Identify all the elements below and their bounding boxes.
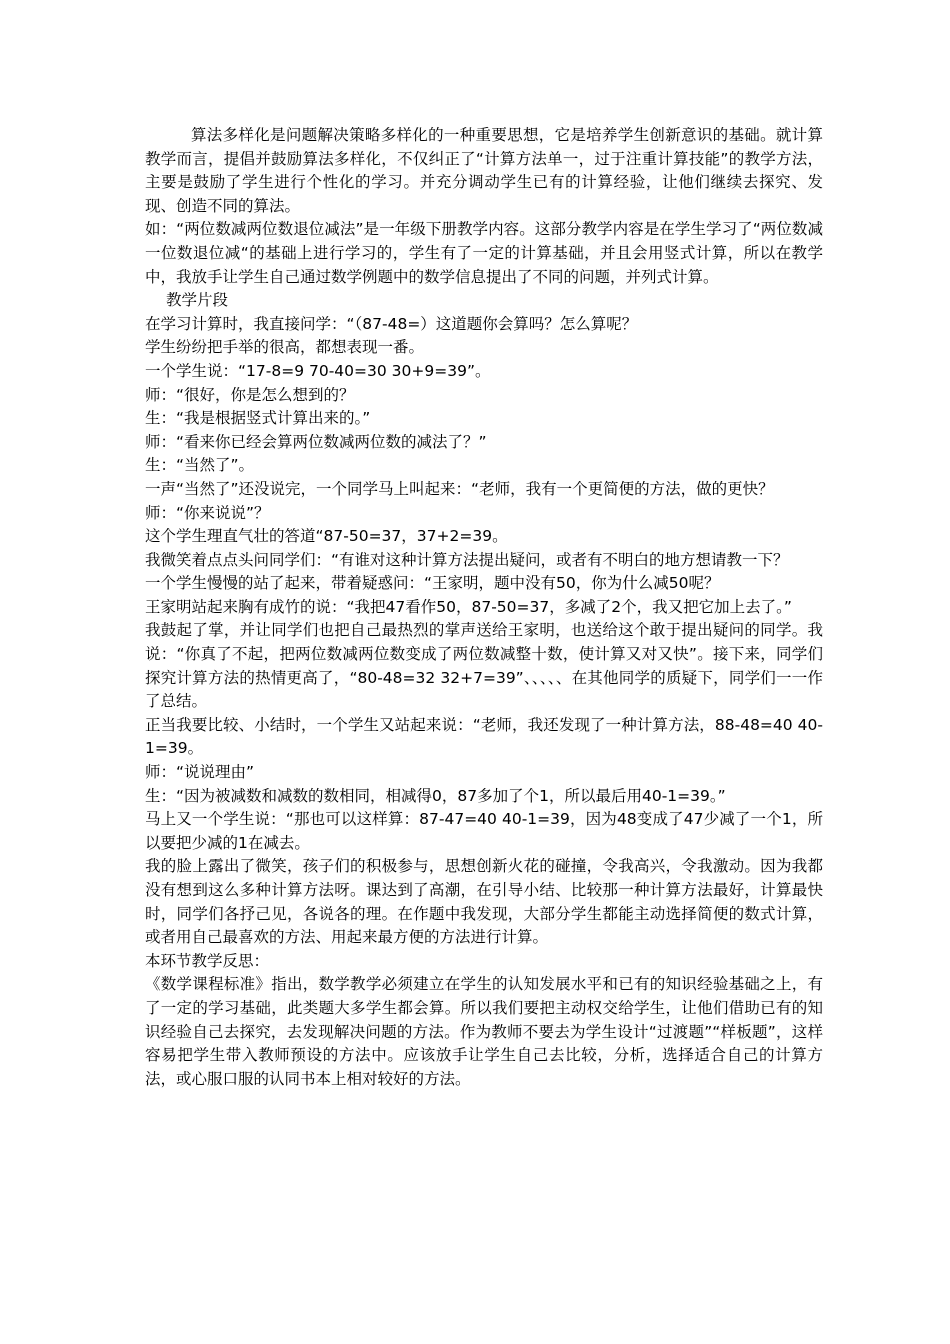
dialogue-line: 正当我要比较、小结时，一个学生又站起来说：“老师，我还发现了一种计算方法，88-48=40 40-1=39。 xyxy=(145,715,823,758)
dialogue-line: 一个学生慢慢的站了起来，带着疑惑问：“王家明，题中没有50，你为什么减50呢？ xyxy=(145,574,720,593)
narrative-paragraph: 我的脸上露出了微笑，孩子们的积极参与，思想创新火花的碰撞，令我高兴，令我激动。因为我都没有想到这么多种计算方法呀。课达到了高潮，在引导小结、比较那一种计算方法最好，计算最快时，同学们各抒己见，各说各的理。在作题中我发现，大部分学生都能主动选择简便的数式计算，或者用自己最喜欢的方法、用起来最方便的方法进行计算。 xyxy=(145,857,823,947)
example-paragraph: 如：“两位数减两位数退位减法”是一年级下册教学内容。这部分教学内容是在学生学习了“两位数减一位数退位减“的基础上进行学习的，学生有了一定的计算基础，并且会用竖式计算，所以在教学中，我放手让学生自己通过数学例题中的数学信息提出了不同的问题，并列式计算。 xyxy=(145,220,823,286)
dialogue-line: 在学习计算时，我直接问学：“（87-48=）这道题你会算吗？怎么算呢？ xyxy=(145,314,638,333)
dialogue-line: 这个学生理直气壮的答道“87-50=37，37+2=39。 xyxy=(145,527,508,546)
narrative-paragraph: 我鼓起了掌，并让同学们也把自己最热烈的掌声送给王家明，也送给这个敢于提出疑问的同学。我说：“你真了不起，把两位数减两位数变成了两位数减整十数，使计算又对又快”。接下来，同学们探究计算方法的热情更高了，“80-48=32 32+7=39”、、、、、在其他同学的质疑下，同学们一一作了总结。 xyxy=(145,621,823,711)
dialogue-line: 师：“很好，你是怎么想到的？ xyxy=(145,385,355,404)
dialogue-line: 师：“你来说说”？ xyxy=(145,503,270,522)
dialogue-line: 师：“看来你已经会算两位数减两位数的减法了？” xyxy=(145,432,487,451)
intro-paragraph: 算法多样化是问题解决策略多样化的一种重要思想，它是培养学生创新意识的基础。就计算教学而言，提倡并鼓励算法多样化，不仅纠正了“计算方法单一，过于注重计算技能”的教学方法，主要是鼓励了学生进行个性化的学习。并充分调动学生已有的计算经验，让他们继续去探究、发现、创造不同的算法。 xyxy=(145,126,823,215)
dialogue-line: 王家明站起来胸有成竹的说：“我把47看作50，87-50=37，多减了2个，我又把它加上去了。” xyxy=(145,597,792,616)
dialogue-line: 生：“当然了”。 xyxy=(145,456,255,475)
dialogue-line: 师：“说说理由” xyxy=(145,763,255,782)
dialogue-line: 生：“因为被减数和减数的数相同，相减得0，87多加了个1，所以最后用40-1=39。” xyxy=(145,786,726,805)
dialogue-line: 学生纷纷把手举的很高，都想表现一番。 xyxy=(145,338,425,357)
dialogue-line: 生：“我是根据竖式计算出来的。” xyxy=(145,409,371,428)
dialogue-line: 我微笑着点点头问同学们：“有谁对这种计算方法提出疑问，或者有不明白的地方想请教一下？ xyxy=(145,550,789,569)
dialogue-line: 一个学生说：“17-8=9 70-40=30 30+9=39”。 xyxy=(145,361,491,380)
reflection-heading: 本环节教学反思： xyxy=(145,951,270,970)
section-heading: 教学片段 xyxy=(166,291,229,310)
reflection-paragraph: 《数学课程标准》指出，数学教学必须建立在学生的认知发展水平和已有的知识经验基础之上，有了一定的学习基础，此类题大多学生都会算。所以我们要把主动权交给学生，让他们借助已有的知识经验自己去探究，去发现解决问题的方法。作为教师不要去为学生设计“过渡题”“样板题”，这样容易把学生带入教师预设的方法中。应该放手让学生自己去比较，分析，选择适合自己的计算方法，或心服口服的认同书本上相对较好的方法。 xyxy=(145,975,823,1088)
dialogue-line: 一声“当然了”还没说完，一个同学马上叫起来：“老师，我有一个更简便的方法，做的更快？ xyxy=(145,479,774,498)
dialogue-line: 马上又一个学生说：“那也可以这样算：87-47=40 40-1=39，因为48变成了47少减了一个1，所以要把少减的1在减去。 xyxy=(145,810,823,852)
document-body xyxy=(145,124,823,1091)
